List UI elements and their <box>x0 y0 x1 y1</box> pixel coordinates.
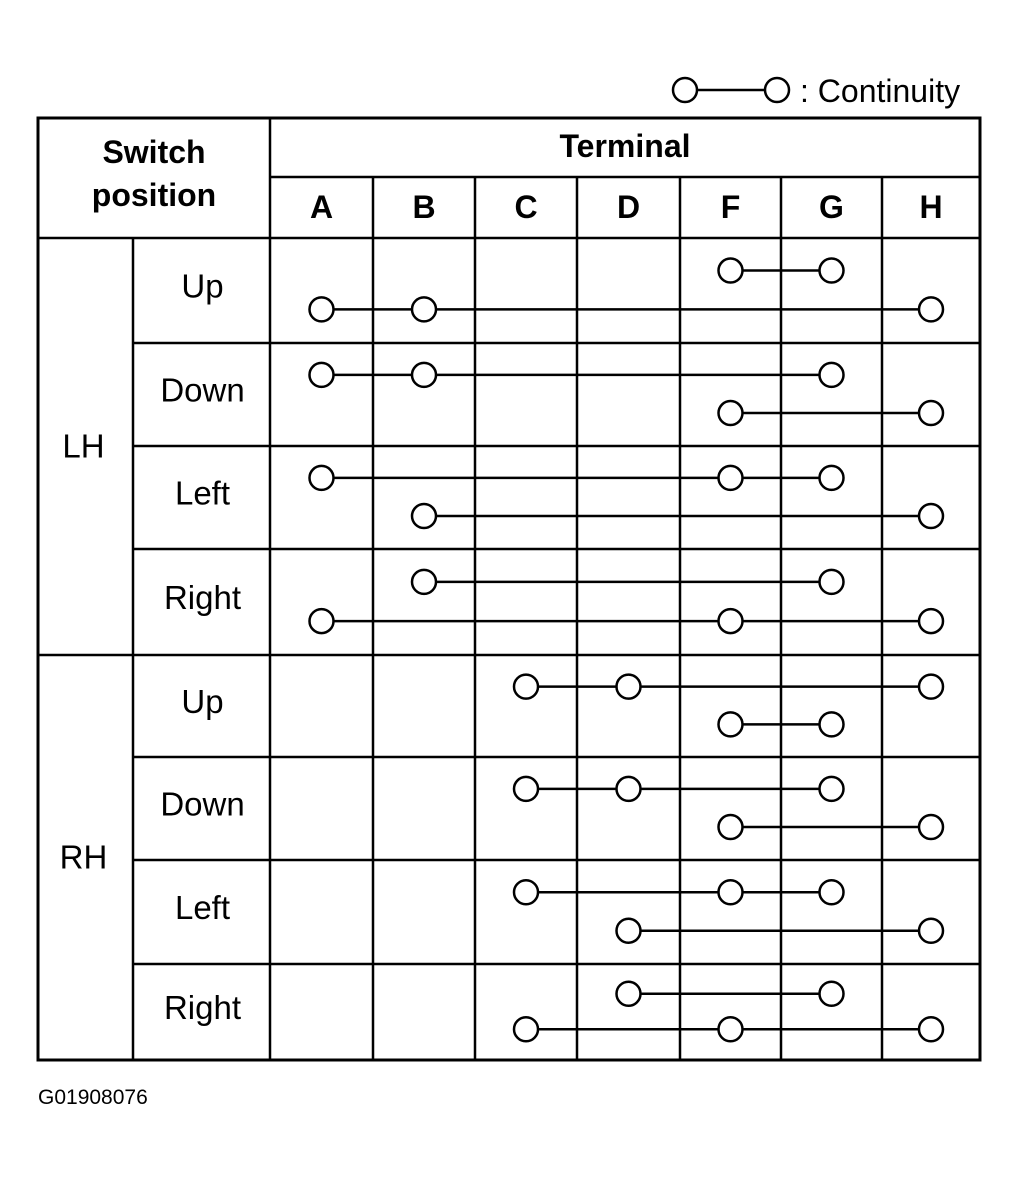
terminal-node-C <box>514 777 538 801</box>
figure-id: G01908076 <box>38 1086 148 1109</box>
position-label-down: Down <box>160 785 245 823</box>
terminal-node-G <box>820 712 844 736</box>
position-label-down: Down <box>160 371 245 409</box>
terminal-node-G <box>820 570 844 594</box>
terminal-node-D <box>617 675 641 699</box>
terminal-node-A <box>310 466 334 490</box>
terminal-node-F <box>719 815 743 839</box>
terminal-node-D <box>617 777 641 801</box>
terminal-node-C <box>514 880 538 904</box>
terminal-node-C <box>514 1017 538 1041</box>
terminal-node-B <box>412 570 436 594</box>
terminal-node-B <box>412 297 436 321</box>
terminal-node-H <box>919 609 943 633</box>
terminal-header-D: D <box>616 189 641 225</box>
continuity-link <box>412 570 844 594</box>
terminal-header-B: B <box>412 189 436 225</box>
terminal-node-H <box>919 815 943 839</box>
terminal-header-H: H <box>919 189 943 225</box>
terminal-node-D <box>617 982 641 1006</box>
terminal-node-F <box>719 880 743 904</box>
switch-position-label: position <box>91 177 217 213</box>
legend-label: : Continuity <box>800 73 961 109</box>
position-label-up: Up <box>181 683 224 720</box>
terminal-node-G <box>820 363 844 387</box>
terminal-node-H <box>919 675 943 699</box>
continuity-link <box>412 504 943 528</box>
continuity-link <box>719 401 944 425</box>
terminal-node-A <box>310 363 334 387</box>
terminal-header-G: G <box>819 189 844 225</box>
continuity-link <box>514 1017 943 1041</box>
terminal-node-F <box>719 609 743 633</box>
terminal-node-C <box>514 675 538 699</box>
continuity-link <box>617 982 844 1006</box>
terminal-node-H <box>919 919 943 943</box>
position-label-left: Left <box>174 889 231 926</box>
terminal-node-F <box>719 1017 743 1041</box>
continuity-link-icon <box>673 78 789 102</box>
continuity-links <box>310 259 944 1042</box>
terminal-node-B <box>412 363 436 387</box>
continuity-link <box>719 815 944 839</box>
terminal-header-F: F <box>720 189 741 225</box>
terminal-node-F <box>719 401 743 425</box>
position-label-right: Right <box>163 989 242 1026</box>
terminal-node-H <box>919 1017 943 1041</box>
terminal-node-G <box>820 259 844 283</box>
group-label-rh: RH <box>59 838 108 876</box>
terminal-node-H <box>919 297 943 321</box>
terminal-node-F <box>719 712 743 736</box>
terminal-header-A: A <box>309 189 334 225</box>
terminal-node-F <box>719 466 743 490</box>
terminal-node-G <box>820 982 844 1006</box>
terminal-node-G <box>820 466 844 490</box>
terminal-node-H <box>919 504 943 528</box>
legend <box>673 73 960 109</box>
continuity-link <box>310 297 944 321</box>
group-label-lh: LH <box>62 427 105 465</box>
terminal-node-F <box>719 259 743 283</box>
terminal-node-A <box>310 297 334 321</box>
terminal-label: Terminal <box>559 128 691 164</box>
terminal-header-C: C <box>514 189 538 225</box>
continuity-link <box>514 675 943 699</box>
continuity-link <box>310 609 944 633</box>
terminal-node-G <box>820 880 844 904</box>
terminal-node-D <box>617 919 641 943</box>
position-label-right: Right <box>163 579 242 616</box>
position-label-up: Up <box>181 267 224 305</box>
terminal-node-A <box>310 609 334 633</box>
position-label-left: Left <box>174 474 231 512</box>
terminal-node-H <box>919 401 943 425</box>
terminal-node-G <box>820 777 844 801</box>
terminal-node-B <box>412 504 436 528</box>
switch-position-label: Switch <box>102 134 206 170</box>
